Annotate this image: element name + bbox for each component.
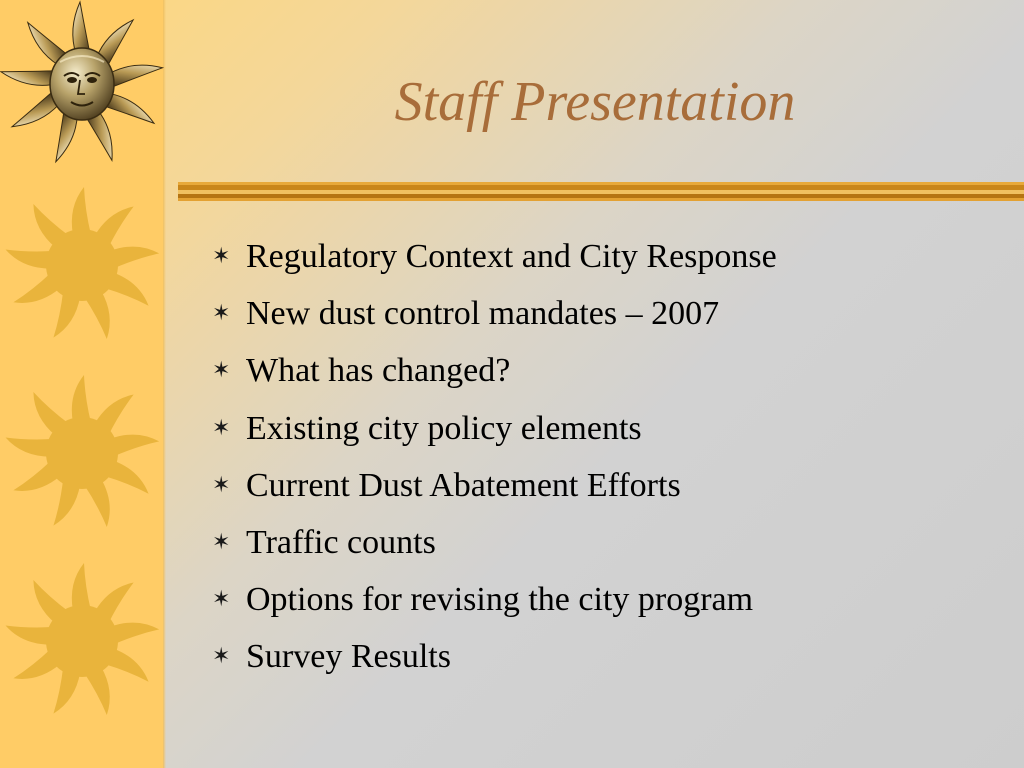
sun-icon: [2, 368, 162, 538]
bullet-item: [212, 410, 777, 467]
bullet-item: [212, 238, 777, 295]
bullet-text: What has changed?: [246, 352, 511, 390]
bullet-text: Current Dust Abatement Efforts: [246, 466, 681, 504]
bullet-text: Traffic counts: [246, 523, 436, 561]
six-pointed-star-icon: ✶: [212, 358, 231, 384]
bullet-text: Options for revising the city program: [246, 581, 754, 619]
bullet-item: [212, 467, 777, 524]
bullet-list: [212, 238, 777, 696]
sun-face-icon: [0, 0, 165, 170]
title-divider: [178, 182, 1024, 202]
slide-title: Staff Presentation: [394, 71, 796, 133]
bullet-text: Regulatory Context and City Response: [246, 238, 777, 275]
six-pointed-star-icon: ✶: [212, 301, 231, 327]
bullet-item: [212, 638, 777, 695]
bullet-item: [212, 352, 777, 409]
bullet-text: Existing city policy elements: [246, 409, 642, 447]
bullet-text: Survey Results: [246, 638, 451, 676]
sun-icon: [2, 556, 162, 726]
six-pointed-star-icon: ✶: [212, 644, 231, 670]
sun-icon: [2, 180, 162, 350]
six-pointed-star-icon: ✶: [212, 244, 231, 269]
bullet-item: [212, 295, 777, 352]
six-pointed-star-icon: ✶: [212, 529, 231, 555]
bullet-item: [212, 524, 777, 581]
bullet-item: [212, 581, 777, 638]
six-pointed-star-icon: ✶: [212, 472, 231, 498]
six-pointed-star-icon: ✶: [212, 415, 231, 441]
bullet-text: New dust control mandates – 2007: [246, 295, 720, 333]
six-pointed-star-icon: ✶: [212, 587, 231, 613]
